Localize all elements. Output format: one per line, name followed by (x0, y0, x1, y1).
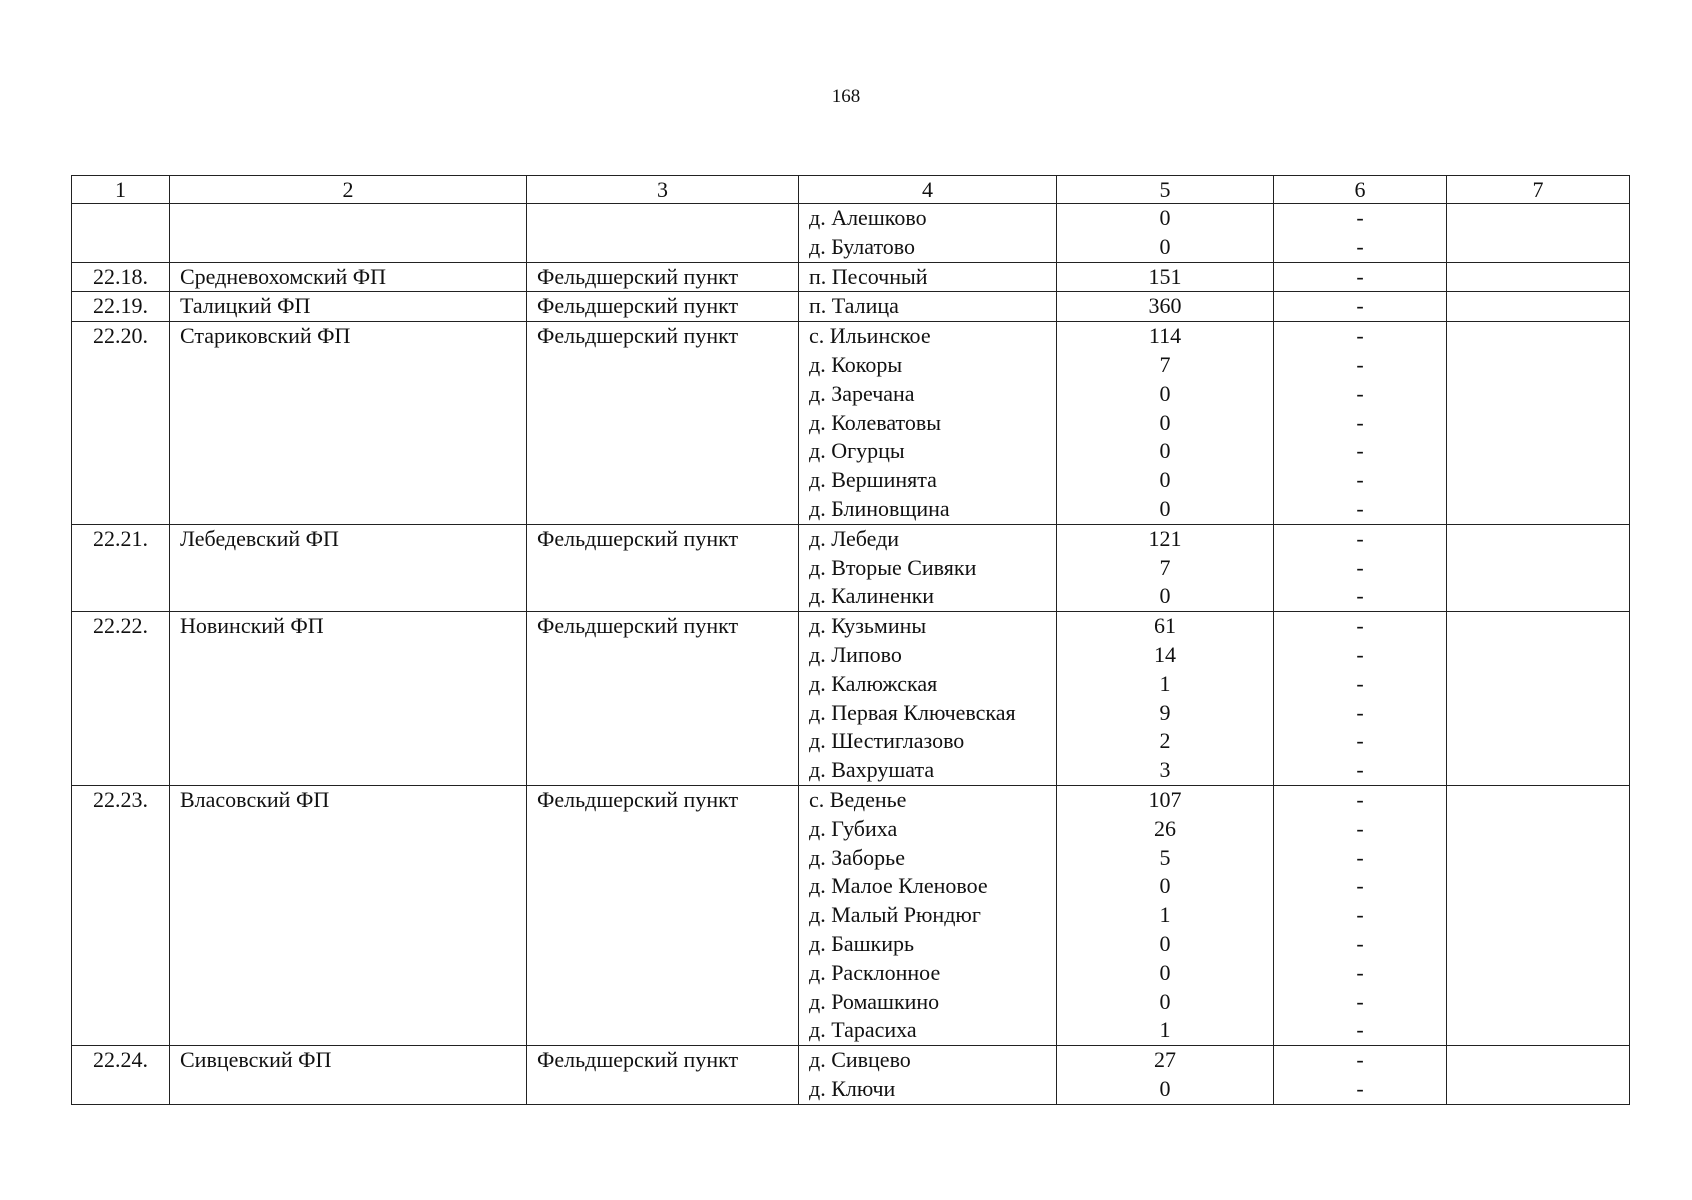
col6-cell (1274, 262, 1447, 292)
population-value: 9 (1159, 699, 1171, 725)
row-number-cell (72, 204, 170, 263)
facility-name-cell: Стариковский ФП (170, 322, 527, 525)
settlement-name: д. Колеватовы (809, 409, 942, 435)
col6-value: - (1356, 495, 1364, 521)
population-cell (1057, 1046, 1274, 1105)
population-value: 121 (1148, 525, 1182, 551)
population-value: 3 (1159, 757, 1171, 783)
settlement-name: д. Ромашкино (809, 988, 940, 1014)
col6-value: - (1356, 323, 1364, 349)
facility-name-cell (170, 204, 527, 263)
settlement-name: д. Первая Ключевская (809, 699, 1016, 725)
col6-value: - (1356, 757, 1364, 783)
col6-value: - (1356, 409, 1364, 435)
facility-type-cell: Фельдшерский пункт (527, 262, 799, 292)
settlement-name: д. Калюжская (809, 670, 938, 696)
population-value: 0 (1159, 438, 1171, 464)
settlement-name: д. Башкирь (809, 930, 915, 956)
column-header: 5 (1057, 176, 1274, 204)
col6-cell (1274, 292, 1447, 322)
facility-type-cell: Фельдшерский пункт (527, 612, 799, 786)
facility-type-cell: Фельдшерский пункт (527, 785, 799, 1045)
population-value: 0 (1159, 233, 1171, 259)
col7-cell (1447, 262, 1630, 292)
col6-value: - (1356, 988, 1364, 1014)
population-value: 0 (1159, 467, 1171, 493)
facility-name-cell: Лебедевский ФП (170, 524, 527, 611)
settlement-name: д. Кузьмины (809, 613, 927, 639)
table-row (72, 612, 1630, 786)
settlements-cell (799, 322, 1057, 525)
population-value: 0 (1159, 930, 1171, 956)
facility-type-cell: Фельдшерский пункт (527, 292, 799, 322)
col7-cell (1447, 785, 1630, 1045)
row-number-cell: 22.24. (72, 1046, 170, 1105)
facility-type-cell (527, 204, 799, 263)
settlement-name: д. Тарасиха (809, 1017, 917, 1043)
facilities-table (71, 175, 1630, 1105)
population-cell (1057, 524, 1274, 611)
table-row (72, 204, 1630, 263)
table-row (72, 785, 1630, 1045)
population-value: 360 (1148, 293, 1182, 319)
facility-name-cell: Талицкий ФП (170, 292, 527, 322)
population-value: 107 (1148, 786, 1182, 812)
col6-cell (1274, 204, 1447, 263)
population-value: 2 (1159, 728, 1171, 754)
col6-value: - (1356, 699, 1364, 725)
col6-value: - (1356, 380, 1364, 406)
col6-value: - (1356, 786, 1364, 812)
col6-value: - (1356, 467, 1364, 493)
table-row (72, 524, 1630, 611)
col6-value: - (1356, 554, 1364, 580)
col6-value: - (1356, 1017, 1364, 1043)
col6-value: - (1356, 728, 1364, 754)
settlement-name: д. Лебеди (809, 525, 900, 551)
population-value: 5 (1159, 844, 1171, 870)
header-row (72, 176, 1630, 204)
settlement-name: д. Калиненки (809, 583, 935, 609)
col6-value: - (1356, 670, 1364, 696)
settlement-name: д. Огурцы (809, 438, 905, 464)
row-number-cell: 22.19. (72, 292, 170, 322)
settlement-name: с. Ильинское (809, 323, 931, 349)
col6-cell (1274, 1046, 1447, 1105)
settlement-name: с. Веденье (809, 786, 907, 812)
settlement-name: д. Вахрушата (809, 757, 935, 783)
population-value: 151 (1148, 263, 1182, 289)
population-value: 1 (1159, 1017, 1171, 1043)
col6-value: - (1356, 583, 1364, 609)
facility-name-cell: Власовский ФП (170, 785, 527, 1045)
row-number-cell: 22.23. (72, 785, 170, 1045)
col6-value: - (1356, 902, 1364, 928)
facility-name-cell: Сивцевский ФП (170, 1046, 527, 1105)
col7-cell (1447, 524, 1630, 611)
col7-cell (1447, 322, 1630, 525)
population-value: 7 (1159, 554, 1171, 580)
col6-value: - (1356, 844, 1364, 870)
table-row (72, 292, 1630, 322)
col6-value: - (1356, 873, 1364, 899)
population-value: 7 (1159, 351, 1171, 377)
col6-value: - (1356, 930, 1364, 956)
population-value: 0 (1159, 988, 1171, 1014)
population-cell (1057, 292, 1274, 322)
facility-name-cell: Новинский ФП (170, 612, 527, 786)
population-cell (1057, 785, 1274, 1045)
settlement-name: п. Песочный (809, 263, 928, 289)
population-value: 0 (1159, 583, 1171, 609)
population-value: 0 (1159, 205, 1171, 230)
settlements-cell (799, 292, 1057, 322)
row-number-cell: 22.18. (72, 262, 170, 292)
col6-cell (1274, 322, 1447, 525)
settlement-name: д. Вершинята (809, 467, 937, 493)
col7-cell (1447, 612, 1630, 786)
column-header: 1 (72, 176, 170, 204)
settlement-name: д. Малый Рюндюг (809, 902, 981, 928)
col7-cell (1447, 292, 1630, 322)
settlement-name: д. Губиха (809, 815, 898, 841)
settlement-name: д. Расклонное (809, 959, 941, 985)
column-header: 6 (1274, 176, 1447, 204)
col6-value: - (1356, 641, 1364, 667)
col6-cell (1274, 612, 1447, 786)
facility-name-cell: Средневохомский ФП (170, 262, 527, 292)
row-number-cell: 22.20. (72, 322, 170, 525)
settlement-name: д. Вторые Сивяки (809, 554, 977, 580)
settlements-cell (799, 1046, 1057, 1105)
population-value: 114 (1148, 323, 1182, 349)
col6-value: - (1356, 263, 1364, 289)
table-row (72, 1046, 1630, 1105)
col6-value: - (1356, 1075, 1364, 1101)
settlements-cell (799, 785, 1057, 1045)
col6-value: - (1356, 525, 1364, 551)
settlement-name: д. Блиновщина (809, 495, 950, 521)
column-header: 4 (799, 176, 1057, 204)
col6-value: - (1356, 438, 1364, 464)
col6-value: - (1356, 293, 1364, 319)
settlement-name: п. Талица (809, 293, 899, 319)
settlement-name: д. Кокоры (809, 351, 903, 377)
column-header: 7 (1447, 176, 1630, 204)
col6-value: - (1356, 205, 1364, 230)
settlements-cell (799, 612, 1057, 786)
col6-value: - (1356, 351, 1364, 377)
population-value: 0 (1159, 1075, 1171, 1101)
population-value: 14 (1154, 641, 1176, 667)
facility-type-cell: Фельдшерский пункт (527, 1046, 799, 1105)
table-row (72, 322, 1630, 525)
population-cell (1057, 204, 1274, 263)
table-body (72, 204, 1630, 1105)
population-value: 27 (1154, 1047, 1176, 1073)
column-header: 2 (170, 176, 527, 204)
col6-value: - (1356, 815, 1364, 841)
population-value: 1 (1159, 670, 1171, 696)
settlement-name: д. Алешково (809, 205, 927, 230)
population-value: 61 (1154, 613, 1176, 639)
column-header: 3 (527, 176, 799, 204)
population-value: 0 (1159, 873, 1171, 899)
col6-value: - (1356, 613, 1364, 639)
settlement-name: д. Заречана (809, 380, 915, 406)
settlements-cell (799, 204, 1057, 263)
col6-value: - (1356, 233, 1364, 259)
settlement-name: д. Малое Кленовое (809, 873, 988, 899)
col6-cell (1274, 524, 1447, 611)
col6-value: - (1356, 959, 1364, 985)
population-cell (1057, 612, 1274, 786)
population-value: 0 (1159, 959, 1171, 985)
col6-cell (1274, 785, 1447, 1045)
settlement-name: д. Сивцево (809, 1047, 911, 1073)
facility-type-cell: Фельдшерский пункт (527, 322, 799, 525)
row-number-cell: 22.22. (72, 612, 170, 786)
settlement-name: д. Булатово (809, 233, 916, 259)
population-cell (1057, 262, 1274, 292)
settlement-name: д. Ключи (809, 1075, 896, 1101)
settlement-name: д. Заборье (809, 844, 905, 870)
facility-type-cell: Фельдшерский пункт (527, 524, 799, 611)
population-value: 0 (1159, 380, 1171, 406)
population-value: 0 (1159, 495, 1171, 521)
settlement-name: д. Шестиглазово (809, 728, 965, 754)
population-value: 0 (1159, 409, 1171, 435)
page-number: 168 (831, 86, 861, 107)
population-cell (1057, 322, 1274, 525)
col7-cell (1447, 1046, 1630, 1105)
settlements-cell (799, 262, 1057, 292)
col6-value: - (1356, 1047, 1364, 1073)
population-value: 1 (1159, 902, 1171, 928)
row-number-cell: 22.21. (72, 524, 170, 611)
col7-cell (1447, 204, 1630, 263)
table-row (72, 262, 1630, 292)
settlements-cell (799, 524, 1057, 611)
settlement-name: д. Липово (809, 641, 902, 667)
population-value: 26 (1154, 815, 1176, 841)
